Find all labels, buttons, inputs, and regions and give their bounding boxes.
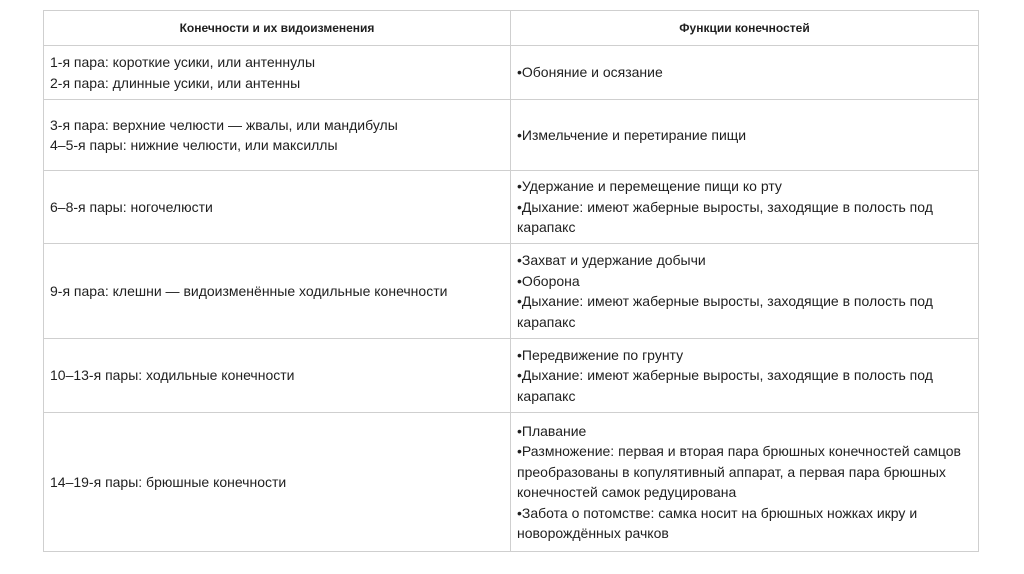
functions-cell	[511, 244, 979, 339]
function-item: •Размножение: первая и вторая пара брюшных конечностей самцов преобразованы в копулятивный аппарат, а первая пара брюшных конечностей самок редуцирована	[517, 443, 961, 500]
functions-cell	[511, 100, 979, 171]
function-item: •Передвижение по грунту	[517, 346, 684, 363]
functions-cell	[511, 171, 979, 244]
limb-line: 9-я пара: клешни — видоизменённые ходильные конечности	[50, 282, 448, 299]
function-item: •Дыхание: имеют жаберные выросты, заходящие в полость под карапакс	[517, 198, 933, 236]
limbs-functions-table	[43, 10, 979, 552]
limb-line: 1-я пара: короткие усики, или антеннулы	[50, 54, 316, 70]
functions-cell	[511, 339, 979, 413]
limb-line: 10–13-я пары: ходильные конечности	[50, 367, 295, 384]
limb-line: 6–8-я пары: ногочелюсти	[50, 198, 213, 215]
functions-cell	[511, 46, 979, 100]
function-item: •Дыхание: имеют жаберные выросты, заходящие в полость под карапакс	[517, 367, 933, 404]
function-item: •Измельчение и перетирание пищи	[517, 126, 747, 143]
table-row	[44, 339, 979, 413]
limbs-cell	[44, 100, 511, 171]
function-item: •Удержание и перемещение пищи ко рту	[517, 178, 782, 195]
limbs-cell	[44, 46, 511, 100]
limb-line: 2-я пара: длинные усики, или антенны	[50, 74, 301, 91]
table-row	[44, 171, 979, 244]
limb-line: 3-я пара: верхние челюсти — жвалы, или мандибулы	[50, 116, 398, 133]
table-row	[44, 413, 979, 552]
function-item: •Оборона	[517, 272, 580, 289]
function-item: •Дыхание: имеют жаберные выросты, заходящие в полость под карапакс	[517, 293, 933, 330]
function-item: •Забота о потомстве: самка носит на брюшных ножках икру и новорождённых рачков	[517, 504, 918, 541]
limb-line: 4–5-я пары: нижние челюсти, или максиллы	[50, 137, 338, 153]
function-item: •Захват и удержание добычи	[517, 252, 706, 268]
functions-cell	[511, 413, 979, 552]
table-row	[44, 46, 979, 100]
table-row	[44, 244, 979, 339]
limbs-cell	[44, 244, 511, 339]
table-header-row	[44, 11, 979, 46]
header-limbs: Конечности и их видоизменения	[44, 11, 511, 46]
limbs-cell	[44, 339, 511, 413]
function-item: •Обоняние и осязание	[517, 64, 663, 81]
function-item: •Плавание	[517, 422, 587, 439]
header-functions: Функции конечностей	[511, 11, 979, 46]
limbs-table-container	[43, 10, 978, 552]
limb-line: 14–19-я пары: брюшные конечности	[50, 473, 287, 490]
table-row	[44, 100, 979, 171]
limbs-cell	[44, 413, 511, 552]
limbs-cell	[44, 171, 511, 244]
